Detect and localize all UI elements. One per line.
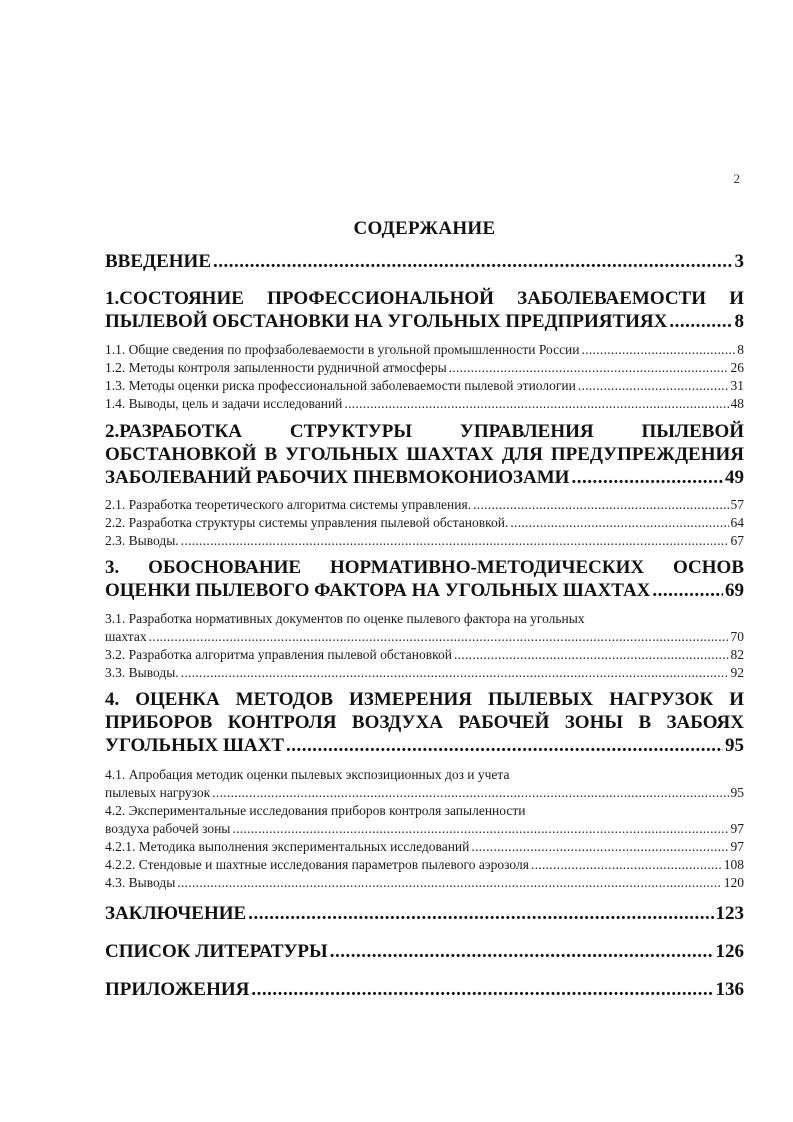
toc-entry-conclusion[interactable]: ЗАКЛЮЧЕНИЕ ..... 123	[105, 902, 744, 925]
toc-entry-2-3[interactable]: 2.3. Выводы. ..... 67	[105, 532, 744, 550]
toc-entry-4-2-1[interactable]: 4.2.1. Методика выполнения экспериментальных исследований ..... 97	[105, 838, 744, 856]
toc-entry-4-2[interactable]: 4.2. Экспериментальные исследования приборов контроля запыленности воздуха рабочей зоны ..... 97	[105, 802, 744, 838]
page-number: 2	[733, 171, 740, 186]
toc-entry-introduction[interactable]: ВВЕДЕНИЕ ..... 3	[105, 250, 744, 273]
toc-entry-chapter-4[interactable]: 4. ОЦЕНКА МЕТОДОВ ИЗМЕРЕНИЯ ПЫЛЕВЫХ НАГРУЗОК И ПРИБОРОВ КОНТРОЛЯ ВОЗДУХА РАБОЧЕЙ ЗОНЫ В ЗАБОЯХ УГОЛЬНЫХ ШАХТ ..... 95	[105, 688, 744, 757]
toc-entry-chapter-3[interactable]: 3. ОБОСНОВАНИЕ НОРМАТИВНО-МЕТОДИЧЕСКИХ ОСНОВ ОЦЕНКИ ПЫЛЕВОГО ФАКТОРА НА УГОЛЬНЫХ ШАХТАХ ..... 69	[105, 556, 744, 602]
toc-entry-4-3[interactable]: 4.3. Выводы ..... 120	[105, 874, 744, 892]
toc-entry-2-1[interactable]: 2.1. Разработка теоретического алгоритма системы управления. ..... 57	[105, 496, 744, 514]
toc-entry-references[interactable]: СПИСОК ЛИТЕРАТУРЫ ..... 126	[105, 940, 744, 963]
toc-entry-3-2[interactable]: 3.2. Разработка алгоритма управления пылевой обстановкой ..... 82	[105, 646, 744, 664]
toc-entry-1-4[interactable]: 1.4. Выводы, цель и задачи исследований ..... 48	[105, 395, 744, 413]
toc-entry-1-1[interactable]: 1.1. Общие сведения по профзаболеваемости в угольной промышленности России ..... 8	[105, 341, 744, 359]
toc-entry-chapter-2[interactable]: 2.РАЗРАБОТКА СТРУКТУРЫ УПРАВЛЕНИЯ ПЫЛЕВОЙ ОБСТАНОВКОЙ В УГОЛЬНЫХ ШАХТАХ ДЛЯ ПРЕДУПРЕЖДЕНИЯ ЗАБОЛЕВАНИЙ РАБОЧИХ ПНЕВМОКОНИОЗАМИ ..... 49	[105, 420, 744, 489]
toc-entry-chapter-1[interactable]: 1.СОСТОЯНИЕ ПРОФЕССИОНАЛЬНОЙ ЗАБОЛЕВАЕМОСТИ И ПЫЛЕВОЙ ОБСТАНОВКИ НА УГОЛЬНЫХ ПРЕДПРИЯТИЯХ ..... 8	[105, 287, 744, 333]
toc-entry-1-2[interactable]: 1.2. Методы контроля запыленности рудничной атмосферы ..... 26	[105, 359, 744, 377]
toc-title: СОДЕРЖАНИЕ	[353, 218, 496, 239]
toc-entry-3-3[interactable]: 3.3. Выводы. ..... 92	[105, 664, 744, 682]
toc-entry-appendices[interactable]: ПРИЛОЖЕНИЯ ..... 136	[105, 978, 744, 1001]
toc-entry-2-2[interactable]: 2.2. Разработка структуры системы управления пылевой обстановкой. ..... 64	[105, 514, 744, 532]
toc-entry-1-3[interactable]: 1.3. Методы оценки риска профессиональной заболеваемости пылевой этиологии ..... 31	[105, 377, 744, 395]
toc-entry-4-2-2[interactable]: 4.2.2. Стендовые и шахтные исследования параметров пылевого аэрозоля ..... 108	[105, 856, 744, 874]
toc-entry-3-1[interactable]: 3.1. Разработка нормативных документов по оценке пылевого фактора на угольных шахтах ..... 70	[105, 610, 744, 646]
toc-entry-4-1[interactable]: 4.1. Апробация методик оценки пылевых экспозиционных доз и учета пылевых нагрузок ..... 95	[105, 766, 744, 802]
